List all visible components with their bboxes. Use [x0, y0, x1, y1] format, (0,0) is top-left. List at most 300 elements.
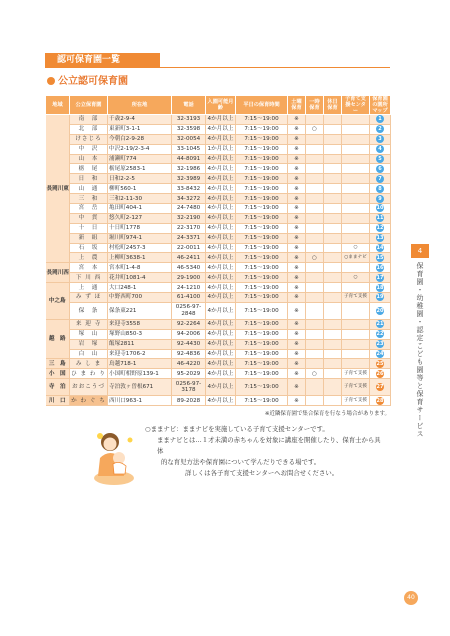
cell-temp	[306, 194, 324, 204]
cell-sat: ※	[288, 144, 306, 154]
cell-addr: 上柳町3638-1	[108, 253, 172, 263]
note-line: ○ままナビ：ままナビを実施している子育て支援センターです。	[145, 425, 329, 433]
cell-name: 来 迎 寺	[70, 319, 108, 329]
cell-support	[342, 329, 370, 339]
cell-sat: ※	[288, 349, 306, 359]
cell-hours: 7:15～19:00	[236, 154, 288, 164]
cell-sat: ※	[288, 263, 306, 273]
map-number-badge: 11	[376, 215, 384, 222]
cell-tel: 46-2411	[172, 253, 206, 263]
map-number-cell	[370, 144, 391, 154]
nursery-table	[45, 95, 391, 406]
cell-addr: 保条東221	[108, 302, 172, 319]
cell-age: 4か月以上	[206, 319, 236, 329]
cell-sat: ※	[288, 273, 306, 283]
map-number-cell	[370, 319, 391, 329]
cell-hours: 7:15～19:00	[236, 396, 288, 406]
cell-hol	[324, 144, 342, 154]
cell-tel: 29-1900	[172, 273, 206, 283]
cell-addr: 東新町3-1-1	[108, 124, 172, 134]
cell-name: 宮 本	[70, 263, 108, 273]
cell-hol	[324, 329, 342, 339]
cell-hours: 7:15～19:00	[236, 164, 288, 174]
cell-tel: 32-3598	[172, 124, 206, 134]
cell-tel: 46-5340	[172, 263, 206, 273]
cell-hours: 7:15～19:00	[236, 329, 288, 339]
table-row	[46, 319, 391, 329]
mother-child-illustration-icon	[92, 428, 137, 486]
cell-temp	[306, 134, 324, 144]
map-number-cell	[370, 396, 391, 406]
cell-name: 南 部	[70, 115, 108, 125]
map-number-badge: 13	[376, 235, 384, 242]
cell-district: 長岡川東	[46, 115, 70, 263]
cell-temp: ○	[306, 124, 324, 134]
cell-temp	[306, 243, 324, 253]
map-number-badge: 2	[376, 125, 384, 133]
table-row	[46, 223, 391, 233]
cell-name: 日 和	[70, 174, 108, 184]
column-header: 所在地	[108, 96, 172, 115]
cell-support	[342, 174, 370, 184]
cell-age: 4か月以上	[206, 349, 236, 359]
cell-age: 4か月以上	[206, 213, 236, 223]
cell-temp	[306, 144, 324, 154]
table-row	[46, 379, 391, 396]
map-number-badge: 23	[376, 341, 384, 348]
page-number: 40	[404, 591, 418, 605]
cell-name: 三 和	[70, 194, 108, 204]
column-header: 地域	[46, 96, 70, 115]
map-number-cell	[370, 379, 391, 396]
cell-hol	[324, 134, 342, 144]
cell-hol	[324, 369, 342, 379]
table-row	[46, 253, 391, 263]
column-header: 土曜保育	[288, 96, 306, 115]
cell-name: 山 本	[70, 154, 108, 164]
chapter-title: 保育園・幼稚園・認定こども園等と保育サービス	[416, 262, 424, 438]
table-header-row	[46, 96, 391, 115]
cell-addr: 中野西町700	[108, 293, 172, 303]
map-number-badge: 4	[376, 145, 384, 153]
cell-addr: 来迎寺1706-2	[108, 349, 172, 359]
map-number-cell	[370, 283, 391, 293]
cell-hol	[324, 273, 342, 283]
column-header: 子育て支援センター	[342, 96, 370, 115]
map-number-badge: 1	[376, 115, 384, 123]
cell-tel: 22-3170	[172, 223, 206, 233]
cell-tel: 34-3272	[172, 194, 206, 204]
cell-name: ひ ま わ り	[71, 370, 106, 377]
cell-hol	[324, 319, 342, 329]
cell-support: ○	[342, 273, 370, 283]
cell-addr: 浦瀬町774	[108, 154, 172, 164]
cell-hol	[324, 339, 342, 349]
map-number-badge: 8	[376, 185, 384, 193]
map-number-badge: 6	[376, 165, 384, 173]
table-row	[46, 293, 391, 303]
cell-support	[342, 134, 370, 144]
cell-name: 上 通	[70, 283, 108, 293]
cell-addr: 寺泊敦ヶ曽根671	[108, 379, 172, 396]
cell-hol	[324, 213, 342, 223]
cell-hours: 7:15～19:00	[236, 369, 288, 379]
cell-addr: 堀川町974-1	[108, 233, 172, 243]
cell-tel: 32-0054	[172, 134, 206, 144]
cell-sat: ※	[288, 396, 306, 406]
cell-temp	[306, 273, 324, 283]
cell-age: 4か月以上	[206, 396, 236, 406]
cell-tel: 32-3193	[172, 115, 206, 125]
cell-sat: ※	[288, 339, 306, 349]
cell-district: 長岡川西	[46, 263, 70, 283]
chapter-tab: 4	[411, 244, 429, 258]
note-line: 的な育児方法や保育園について学んだりできる場です。	[161, 458, 321, 466]
table-row	[46, 184, 391, 194]
table-row	[46, 302, 391, 319]
cell-addr: 千歳2-9-4	[108, 115, 172, 125]
cell-support	[342, 204, 370, 214]
cell-hours: 7:15～19:00	[236, 302, 288, 319]
cell-name: 上 農	[70, 253, 108, 263]
cell-tel: 46-4220	[172, 359, 206, 369]
cell-support	[342, 349, 370, 359]
cell-sat: ※	[288, 223, 306, 233]
table-row	[46, 213, 391, 223]
cell-support	[342, 263, 370, 273]
cell-age: 4か月以上	[206, 329, 236, 339]
cell-addr: 今朝白2-9-28	[108, 134, 172, 144]
cell-temp	[306, 283, 324, 293]
cell-hol	[324, 359, 342, 369]
cell-sat: ※	[288, 253, 306, 263]
cell-addr: 村松町2457-3	[108, 243, 172, 253]
cell-name: 北 部	[70, 124, 108, 134]
table-row	[46, 369, 391, 379]
cell-temp	[306, 396, 324, 406]
table-row	[46, 204, 391, 214]
cell-support	[342, 115, 370, 125]
map-number-cell	[370, 233, 391, 243]
table-row	[46, 339, 391, 349]
cell-temp	[306, 349, 324, 359]
cell-hours: 7:15～19:00	[236, 263, 288, 273]
cell-hours: 7:15～19:00	[236, 253, 288, 263]
cell-name: 十 日	[70, 223, 108, 233]
map-number-cell	[370, 174, 391, 184]
column-header: 保育園の園所マップ	[370, 96, 391, 115]
cell-tel: 32-1986	[172, 164, 206, 174]
cell-support	[342, 233, 370, 243]
cell-addr: 悠久町2-127	[108, 213, 172, 223]
cell-support	[342, 124, 370, 134]
cell-name: 塚 山	[70, 329, 108, 339]
map-number-badge: 20	[376, 307, 384, 314]
cell-support	[342, 339, 370, 349]
map-number-cell	[370, 349, 391, 359]
map-number-cell	[370, 339, 391, 349]
map-number-badge: 7	[376, 175, 384, 183]
cell-temp	[306, 302, 324, 319]
column-header: 平日の保育時間	[236, 96, 288, 115]
cell-hol	[324, 263, 342, 273]
cell-hol	[324, 243, 342, 253]
cell-name: 宮 岳	[70, 204, 108, 214]
cell-sat: ※	[288, 124, 306, 134]
cell-sat: ※	[288, 213, 306, 223]
cell-support	[342, 213, 370, 223]
bullet-icon	[47, 77, 55, 85]
cell-age: 4か月以上	[206, 369, 236, 379]
table-row	[46, 134, 391, 144]
cell-hol	[324, 174, 342, 184]
cell-name: か わ ぐ ち	[71, 397, 106, 404]
map-number-badge: 28	[376, 397, 384, 404]
cell-sat: ※	[288, 243, 306, 253]
cell-temp	[306, 379, 324, 396]
cell-hol	[324, 379, 342, 396]
cell-hours: 7:15～19:00	[236, 204, 288, 214]
cell-addr: 三和2-11-30	[108, 194, 172, 204]
map-number-cell	[370, 302, 391, 319]
cell-addr: 柳町560-1	[108, 184, 172, 194]
cell-hol	[324, 154, 342, 164]
cell-tel: 0256-97-2848	[172, 302, 206, 319]
notes-block	[145, 424, 385, 479]
cell-support	[342, 319, 370, 329]
cell-tel: 24-3371	[172, 233, 206, 243]
cell-support	[342, 164, 370, 174]
cell-age: 4か月以上	[206, 184, 236, 194]
cell-age: 4か月以上	[206, 154, 236, 164]
cell-support	[342, 184, 370, 194]
map-number-cell	[370, 369, 391, 379]
cell-district: 小 国	[46, 369, 70, 379]
cell-addr: 亀田町404-1	[108, 204, 172, 214]
table-row	[46, 164, 391, 174]
cell-age: 4か月以上	[206, 115, 236, 125]
cell-hours: 7:15～19:00	[236, 283, 288, 293]
cell-tel: 33-8432	[172, 184, 206, 194]
cell-sat: ※	[288, 194, 306, 204]
cell-sat: ※	[288, 174, 306, 184]
cell-name: み し ま	[70, 359, 108, 369]
table-row	[46, 124, 391, 134]
cell-age: 4か月以上	[206, 223, 236, 233]
cell-temp	[306, 293, 324, 303]
map-number-cell	[370, 115, 391, 125]
cell-sat: ※	[288, 233, 306, 243]
cell-name: 山 通	[70, 184, 108, 194]
cell-addr: 西川口963-1	[108, 396, 172, 406]
cell-age: 4か月以上	[206, 134, 236, 144]
map-number-badge: 18	[376, 284, 384, 291]
cell-hol	[324, 253, 342, 263]
cell-name: 下 川 西	[70, 273, 108, 283]
cell-tel: 61-4100	[172, 293, 206, 303]
cell-hours: 7:15～19:00	[236, 349, 288, 359]
cell-district: 三 島	[46, 359, 70, 369]
column-header: 電話	[172, 96, 206, 115]
cell-hol	[324, 194, 342, 204]
cell-name: 岩 塚	[70, 339, 108, 349]
cell-sat: ※	[288, 154, 306, 164]
cell-hours: 7:15～19:00	[236, 124, 288, 134]
cell-support	[342, 302, 370, 319]
cell-support: ○	[342, 243, 370, 253]
cell-name: 中 沢	[70, 144, 108, 154]
cell-age: 4か月以上	[206, 359, 236, 369]
map-number-badge: 21	[376, 321, 384, 328]
cell-sat: ※	[288, 204, 306, 214]
map-number-badge: 12	[376, 225, 384, 232]
map-number-badge: 27	[376, 384, 384, 391]
cell-temp: ○	[306, 253, 324, 263]
cell-support	[342, 283, 370, 293]
cell-age: 4か月以上	[206, 164, 236, 174]
cell-tel: 32-2190	[172, 213, 206, 223]
cell-hours: 7:15～19:00	[236, 144, 288, 154]
table-row	[46, 263, 391, 273]
cell-support	[342, 154, 370, 164]
cell-temp	[306, 329, 324, 339]
title-rule	[45, 67, 390, 68]
page-title: 認可保育園一覧	[45, 53, 160, 67]
cell-addr: 日和2-2-5	[108, 174, 172, 184]
cell-addr: 宮本町1-4-8	[108, 263, 172, 273]
cell-sat: ※	[288, 302, 306, 319]
cell-hours: 7:15～19:00	[236, 233, 288, 243]
cell-tel: 22-0011	[172, 243, 206, 253]
cell-name: み ず ほ	[70, 293, 108, 303]
cell-tel: 0256-97-3178	[172, 379, 206, 396]
cell-hol	[324, 349, 342, 359]
table-row	[46, 233, 391, 243]
cell-sat: ※	[288, 164, 306, 174]
cell-hol	[324, 115, 342, 125]
cell-district: 越 路	[46, 319, 70, 359]
cell-district: 中之島	[46, 283, 70, 320]
cell-hours: 7:15～19:00	[236, 194, 288, 204]
cell-age: 4か月以上	[206, 302, 236, 319]
cell-support	[342, 223, 370, 233]
cell-support	[342, 194, 370, 204]
cell-sat: ※	[288, 184, 306, 194]
cell-name: 保 条	[70, 302, 108, 319]
cell-age: 4か月以上	[206, 379, 236, 396]
cell-hol	[324, 302, 342, 319]
cell-tel: 89-2028	[172, 396, 206, 406]
table-row	[46, 273, 391, 283]
cell-sat: ※	[288, 115, 306, 125]
cell-temp	[306, 319, 324, 329]
cell-hol	[324, 233, 342, 243]
map-number-cell	[370, 273, 391, 283]
cell-support: 子育て支援	[342, 396, 370, 406]
map-number-cell	[370, 154, 391, 164]
table-row	[46, 174, 391, 184]
map-number-badge: 5	[376, 155, 384, 163]
cell-hours: 7:15～19:00	[236, 174, 288, 184]
cell-age: 4か月以上	[206, 124, 236, 134]
cell-hours: 7:15～19:00	[236, 379, 288, 396]
cell-age: 4か月以上	[206, 263, 236, 273]
map-number-badge: 3	[376, 135, 384, 143]
cell-name: けさじろ	[70, 134, 108, 144]
cell-hol	[324, 204, 342, 214]
cell-district: 寺 泊	[46, 379, 70, 396]
cell-temp	[306, 339, 324, 349]
cell-addr: 中沢2-19/2-3-4	[108, 144, 172, 154]
map-number-cell	[370, 223, 391, 233]
table-row	[46, 144, 391, 154]
cell-tel: 24-7480	[172, 204, 206, 214]
cell-temp	[306, 213, 324, 223]
cell-support: 子育て支援	[342, 379, 370, 396]
cell-hours: 7:15～19:00	[236, 339, 288, 349]
map-number-cell	[370, 253, 391, 263]
cell-tel: 33-1045	[172, 144, 206, 154]
map-number-cell	[370, 293, 391, 303]
cell-tel: 44-8091	[172, 154, 206, 164]
cell-hours: 7:15～19:00	[236, 115, 288, 125]
cell-hol	[324, 124, 342, 134]
map-number-badge: 24	[376, 351, 384, 358]
cell-sat: ※	[288, 293, 306, 303]
cell-tel: 92-4836	[172, 349, 206, 359]
cell-hours: 7:15～19:00	[236, 293, 288, 303]
cell-name: 石 坂	[70, 243, 108, 253]
cell-temp	[306, 164, 324, 174]
cell-sat: ※	[288, 369, 306, 379]
cell-temp	[306, 115, 324, 125]
map-number-badge: 15	[376, 254, 384, 261]
cell-addr: 飯塚2811	[108, 339, 172, 349]
cell-sat: ※	[288, 319, 306, 329]
cell-hol	[324, 283, 342, 293]
map-number-badge: 9	[376, 195, 384, 203]
cell-sat: ※	[288, 359, 306, 369]
map-number-cell	[370, 243, 391, 253]
map-number-cell	[370, 124, 391, 134]
cell-name: 栃 尾	[70, 164, 108, 174]
table-row	[46, 349, 391, 359]
table-row	[46, 396, 391, 406]
cell-temp: ○	[306, 369, 324, 379]
cell-support	[342, 359, 370, 369]
cell-sat: ※	[288, 134, 306, 144]
cell-support: 子育て支援	[342, 369, 370, 379]
cell-district: 川 口	[46, 396, 70, 406]
cell-hours: 7:15～19:00	[236, 319, 288, 329]
cell-name: 中 貫	[70, 213, 108, 223]
cell-addr: 来迎寺3558	[108, 319, 172, 329]
cell-hours: 7:15～19:00	[236, 359, 288, 369]
note-line: ままナビとは…１才未満の赤ちゃんを対象に講座を開催したり、保育士から具体	[157, 436, 381, 455]
cell-age: 4か月以上	[206, 194, 236, 204]
cell-temp	[306, 263, 324, 273]
cell-temp	[306, 233, 324, 243]
cell-tel: 95-2029	[172, 369, 206, 379]
cell-hours: 7:15～19:00	[236, 243, 288, 253]
cell-tel: 94-2006	[172, 329, 206, 339]
cell-hours: 7:15～19:00	[236, 213, 288, 223]
cell-age: 4か月以上	[206, 174, 236, 184]
table-row	[46, 243, 391, 253]
table-row	[46, 194, 391, 204]
map-number-cell	[370, 184, 391, 194]
cell-age: 4か月以上	[206, 283, 236, 293]
